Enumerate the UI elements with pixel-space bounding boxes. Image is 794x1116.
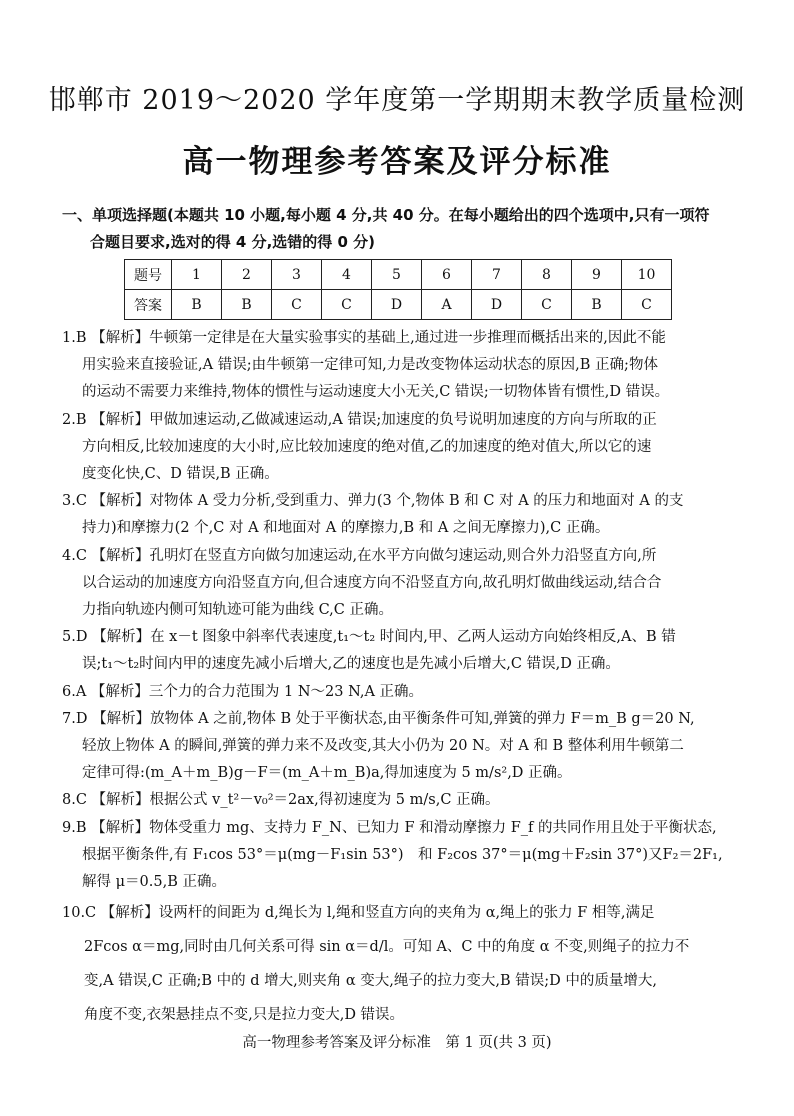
explanation-line: 角度不变,衣架悬挂点不变,只是拉力变大,D 错误。 [84, 1007, 405, 1024]
question-number: 10 [622, 260, 672, 290]
answer-cell: B [572, 290, 622, 320]
explanation-10 [62, 896, 744, 1032]
question-number: 3 [272, 260, 322, 290]
document-subtitle: 高一物理参考答案及评分标准 [182, 144, 612, 180]
answer-cell: B [172, 290, 222, 320]
answer-cell: D [472, 290, 522, 320]
question-number: 7 [472, 260, 522, 290]
explanation-7 [62, 706, 744, 788]
explanation-line: 3.C 【解析】对物体 A 受力分析,受到重力、弹力(3 个,物体 B 和 C 对 A 的压力和地面对 A 的支 [62, 493, 684, 510]
explanation-line: 度变化快,C、D 错误,B 正确。 [82, 466, 279, 483]
explanation-line: 方向相反,比较加速度的大小时,应比较加速度的绝对值,乙的加速度的绝对值大,所以它的速 [82, 438, 652, 455]
explanation-line: 4.C 【解析】孔明灯在竖直方向做匀加速运动,在水平方向做匀速运动,则合外力沿竖直方向,所 [62, 547, 657, 564]
answer-cell: C [272, 290, 322, 320]
question-number: 5 [372, 260, 422, 290]
row-label-answer: 答案 [125, 290, 172, 320]
answer-cell: A [422, 290, 472, 320]
answer-cell: C [622, 290, 672, 320]
explanation-line: 持力)和摩擦力(2 个,C 对 A 和地面对 A 的摩擦力,B 和 A 之间无摩擦力),C 正确。 [82, 520, 610, 537]
exam-title: 邯郸市 2019～2020 学年度第一学期期末教学质量检测 [48, 85, 746, 116]
row-label-number: 题号 [125, 260, 172, 290]
explanation-6 [62, 679, 744, 706]
question-number: 9 [572, 260, 622, 290]
explanation-line: 10.C 【解析】设两杆的间距为 d,绳长为 l,绳和竖直方向的夹角为 α,绳上的张力 F 相等,满足 [62, 905, 655, 922]
explanations [62, 325, 744, 1032]
answer-cell: C [522, 290, 572, 320]
explanation-8 [62, 787, 744, 814]
explanation-line: 变,A 错误,C 正确;B 中的 d 增大,则夹角 α 变大,绳子的拉力变大,B 错误;D 中的质量增大, [84, 973, 657, 990]
explanation-line: 8.C 【解析】根据公式 v_t²－v₀²＝2ax,得初速度为 5 m/s,C 正确。 [62, 792, 500, 809]
explanation-line: 1.B 【解析】牛顿第一定律是在大量实验事实的基础上,通过进一步推理而概括出来的,因此不能 [62, 330, 666, 346]
section-heading [62, 202, 744, 256]
explanation-line: 9.B 【解析】物体受重力 mg、支持力 F_N、已知力 F 和滑动摩擦力 F_f 的共同作用且处于平衡状态, [62, 819, 717, 836]
explanation-line: 根据平衡条件,有 F₁cos 53°＝μ(mg－F₁sin 53°) 和 F₂cos 37°＝μ(mg＋F₂sin 37°)又F₂＝2F₁, [82, 846, 723, 863]
answer-cell: D [372, 290, 422, 320]
explanation-line: 轻放上物体 A 的瞬间,弹簧的弹力来不及改变,其大小仍为 20 N。对 A 和 B 整体利用牛顿第二 [82, 738, 684, 755]
section-heading-line-2: 合题目要求,选对的得 4 分,选错的得 0 分) [90, 233, 376, 251]
explanation-line: 7.D 【解析】放物体 A 之前,物体 B 处于平衡状态,由平衡条件可知,弹簧的弹力 F＝m_B g＝20 N, [62, 710, 695, 727]
explanation-line: 的运动不需要力来维持,物体的惯性与运动速度大小无关,C 错误;一切物体皆有惯性,D 错误。 [82, 384, 670, 401]
section-heading-line-1: 一、单项选择题(本题共 10 小题,每小题 4 分,共 40 分。在每小题给出的四个选项中,只有一项符 [62, 206, 710, 224]
explanation-9 [62, 815, 744, 897]
explanation-line: 6.A 【解析】三个力的合力范围为 1 N～23 N,A 正确。 [62, 683, 424, 700]
explanation-4 [62, 543, 744, 625]
explanation-2 [62, 407, 744, 489]
explanation-line: 解得 μ＝0.5,B 正确。 [82, 874, 226, 891]
explanation-line: 2.B 【解析】甲做加速运动,乙做减速运动,A 错误;加速度的负号说明加速度的方向与所取的正 [62, 411, 657, 428]
answer-cell: C [322, 290, 372, 320]
explanation-line: 力指向轨迹内侧可知轨迹可能为曲线 C,C 正确。 [82, 602, 393, 619]
explanation-line: 2Fcos α＝mg,同时由几何关系可得 sin α＝d/l。可知 A、C 中的角度 α 不变,则绳子的拉力不 [84, 939, 690, 956]
explanation-line: 5.D 【解析】在 x－t 图象中斜率代表速度,t₁～t₂ 时间内,甲、乙两人运动方向始终相反,A、B 错 [62, 629, 676, 646]
answer-cell: B [222, 290, 272, 320]
page-footer: 高一物理参考答案及评分标准 第 1 页(共 3 页) [242, 1035, 552, 1051]
question-number: 1 [172, 260, 222, 290]
question-number: 2 [222, 260, 272, 290]
explanation-line: 定律可得:(m_A＋m_B)g－F＝(m_A＋m_B)a,得加速度为 5 m/s²,D 正确。 [82, 765, 572, 782]
explanation-line: 误;t₁～t₂时间内甲的速度先减小后增大,乙的速度也是先减小后增大,C 错误,D 正确。 [82, 656, 620, 673]
explanation-3 [62, 488, 744, 542]
question-number: 8 [522, 260, 572, 290]
answer-table [124, 259, 672, 320]
question-number: 4 [322, 260, 372, 290]
explanation-line: 用实验来直接验证,A 错误;由牛顿第一定律可知,力是改变物体运动状态的原因,B 正确;物体 [82, 357, 658, 374]
explanation-line: 以合运动的加速度方向沿竖直方向,但合速度方向不沿竖直方向,故孔明灯做曲线运动,结合合 [82, 574, 662, 591]
answer-table-answer-row [125, 290, 672, 320]
explanation-5 [62, 624, 744, 678]
answer-table-number-row [125, 260, 672, 290]
question-number: 6 [422, 260, 472, 290]
explanation-1 [62, 325, 744, 407]
